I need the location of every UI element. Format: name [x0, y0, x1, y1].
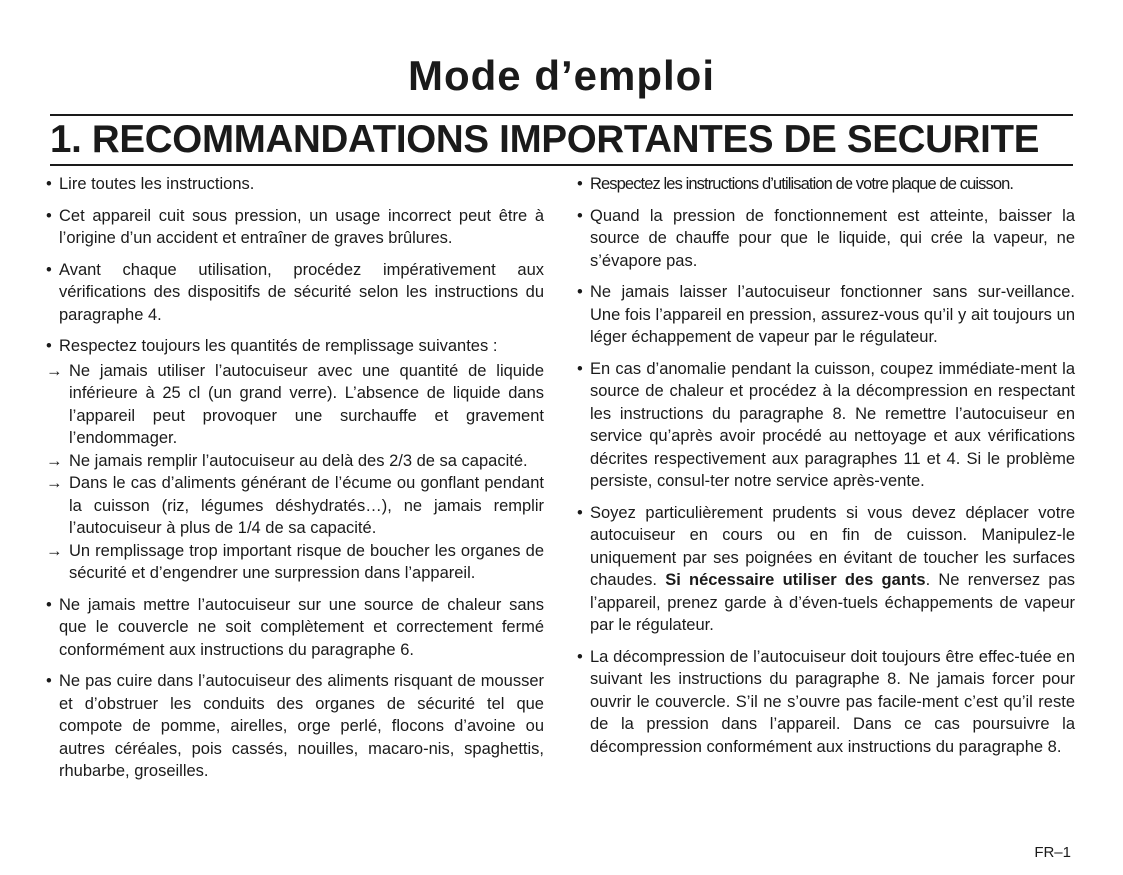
sub-item-text: Ne jamais remplir l’autocuiseur au delà des 2/3 de sa capacité.: [69, 451, 528, 470]
bullet-icon: •: [46, 260, 52, 279]
page-title: Mode d’emploi: [408, 52, 715, 99]
sub-item: [46, 472, 544, 540]
list-item: [46, 173, 544, 196]
item-text: Ne jamais laisser l’autocuiseur fonctionner sans sur-veillance. Une fois l’appareil en pression, assurez-vous qu’il y ait toujours un léger échappement de vapeur par le régulateur.: [590, 283, 1075, 346]
bullet-icon: •: [577, 359, 583, 378]
item-text: Respectez les instructions d’utilisation de votre plaque de cuisson.: [590, 175, 1014, 193]
sub-item-text: Un remplissage trop important risque de boucher les organes de sécurité et d’engendrer une surpression dans l’appareil.: [69, 541, 544, 582]
bullet-icon: •: [46, 337, 52, 355]
sub-item: [46, 360, 544, 450]
bullet-icon: •: [577, 647, 583, 666]
item-text-part: . Ne renversez pas l’appareil, prenez garde à d’éven-tuels échappements de vapeur par le régulateur.: [590, 571, 1075, 634]
left-column: [46, 173, 544, 792]
sub-item: [46, 450, 544, 473]
sub-item: [46, 540, 544, 585]
arrow-icon: →: [46, 474, 63, 492]
list-item: [46, 670, 544, 783]
sub-item-text: Ne jamais utiliser l’autocuiseur avec une quantité de liquide inférieure à 25 cl (un grand verre). L’absence de liquide dans l’appareil peut provoquer une surchauffe et gravement l’endommager.: [69, 361, 544, 447]
list-item: [46, 205, 544, 250]
list-item: [46, 259, 544, 327]
item-text-emphasis: Si nécessaire utiliser des gants: [665, 571, 926, 589]
section-title: 1. RECOMMANDATIONS IMPORTANTES DE SECURITE: [50, 118, 1040, 161]
bottom-divider: [50, 164, 1073, 166]
arrow-icon: →: [46, 451, 63, 470]
bullet-icon: •: [577, 283, 583, 301]
item-text: En cas d’anomalie pendant la cuisson, coupez immédiate-ment la source de chaleur et procédez à la décompression en respectant les instructions du paragraphe 8. Ne remettre l’autocuiseur en service qu’après avoir procédé au nettoyage et aux vérifications décrites respectivement aux paragraphes 11 et 4. Si le problème persiste, consul-ter notre service après-vente.: [590, 359, 1075, 490]
list-item: [577, 205, 1075, 273]
bullet-icon: •: [577, 175, 582, 193]
item-text: Respectez toujours les quantités de remplissage suivantes :: [59, 337, 498, 355]
item-text: Quand la pression de fonctionnement est atteinte, baisser la source de chauffe pour que le liquide, qui crée la vapeur, ne s’évapore pas.: [590, 206, 1075, 270]
arrow-icon: →: [46, 361, 63, 380]
item-text-part: Soyez particulièrement prudents si vous devez déplacer votre autocuiseur en cours ou en fin de cuisson. Manipulez-le uniquement par ses poignées en évitant de toucher les surfaces chaudes.: [590, 503, 1075, 589]
list-item: [577, 646, 1075, 759]
item-text: Lire toutes les instructions.: [59, 175, 255, 193]
sub-item-text: Dans le cas d’aliments générant de l’écume ou gonflant pendant la cuisson (riz, légumes déshydratés…), ne jamais remplir l’autocuiseur à plus de 1/4 de sa capacité.: [69, 474, 544, 537]
list-item: [577, 502, 1075, 637]
bullet-icon: •: [577, 206, 583, 225]
bullet-icon: •: [46, 595, 52, 614]
arrow-icon: →: [46, 541, 63, 560]
list-item: [46, 335, 544, 358]
item-text: Ne jamais mettre l’autocuiseur sur une source de chaleur sans que le couvercle ne soit complètement et correctement fermé conformément aux instructions du paragraphe 6.: [59, 595, 544, 659]
item-text: Ne pas cuire dans l’autocuiseur des aliments risquant de mousser et d’obstruer les conduits des organes de sécurité tel que compote de pomme, airelles, orge perlé, flocons d’avoine ou autres céréales, pois cassés, nouilles, macaro-nis, spaghettis, rhubarbe, groseilles.: [59, 672, 544, 780]
bullet-icon: •: [46, 206, 52, 225]
bullet-icon: •: [46, 672, 52, 690]
right-column: [577, 173, 1075, 767]
list-item: [577, 173, 1075, 196]
item-text: La décompression de l’autocuiseur doit toujours être effec-tuée en suivant les instructions du paragraphe 8. Ne jamais forcer pour ouvrir le couvercle. S’il ne s’ouvre pas facile-ment c’est qu’il reste de la pression dans l’appareil. Dans ce cas poursuivre la décompression conformément aux instructions du paragraphe 8.: [590, 647, 1075, 756]
list-item: [577, 358, 1075, 493]
list-item: [46, 594, 544, 662]
item-text: Cet appareil cuit sous pression, un usage incorrect peut être à l’origine d’un accident et entraîner de graves brûlures.: [59, 206, 544, 247]
bullet-icon: •: [46, 175, 52, 193]
item-text: Avant chaque utilisation, procédez impérativement aux vérifications des dispositifs de sécurité selon les instructions du paragraphe 4.: [59, 260, 544, 324]
page-number: FR–1: [1034, 844, 1071, 861]
list-item: [577, 281, 1075, 349]
bullet-icon: •: [577, 503, 583, 522]
